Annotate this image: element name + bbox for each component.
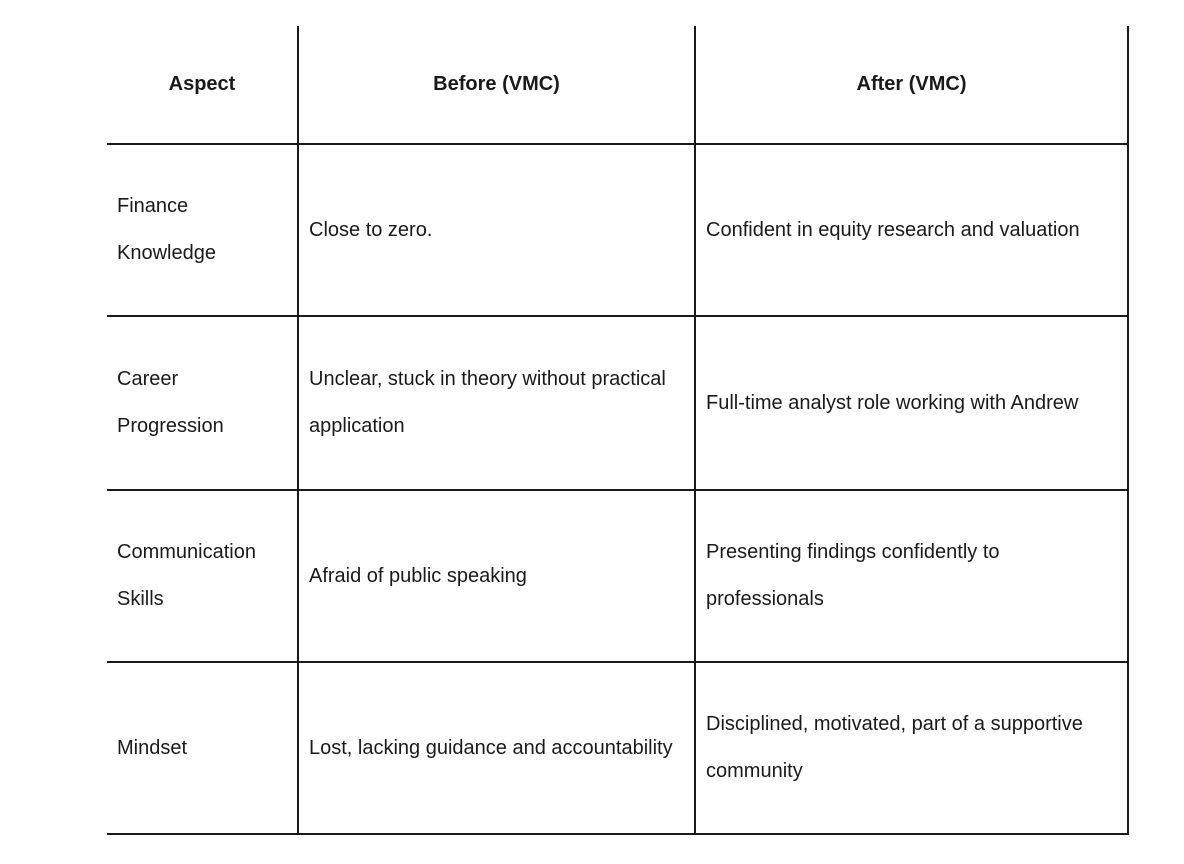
aspect-cell: Career Progression [107,316,298,490]
comparison-table [107,26,1129,835]
aspect-cell: Mindset [107,662,298,834]
table-row [107,490,1128,662]
aspect-cell: Finance Knowledge [107,144,298,316]
after-cell: Confident in equity research and valuation [695,144,1128,316]
table-row [107,144,1128,316]
after-cell: Full-time analyst role working with Andrew [695,316,1128,490]
after-cell: Presenting findings confidently to professionals [695,490,1128,662]
header-aspect: Aspect [107,26,298,144]
table-row [107,662,1128,834]
before-cell: Afraid of public speaking [298,490,695,662]
after-cell: Disciplined, motivated, part of a supportive community [695,662,1128,834]
header-before: Before (VMC) [298,26,695,144]
header-after: After (VMC) [695,26,1128,144]
before-cell: Unclear, stuck in theory without practical application [298,316,695,490]
table-header-row [107,26,1128,144]
before-cell: Close to zero. [298,144,695,316]
comparison-table-container [107,26,1128,835]
aspect-cell: Communication Skills [107,490,298,662]
before-cell: Lost, lacking guidance and accountability [298,662,695,834]
table-row [107,316,1128,490]
